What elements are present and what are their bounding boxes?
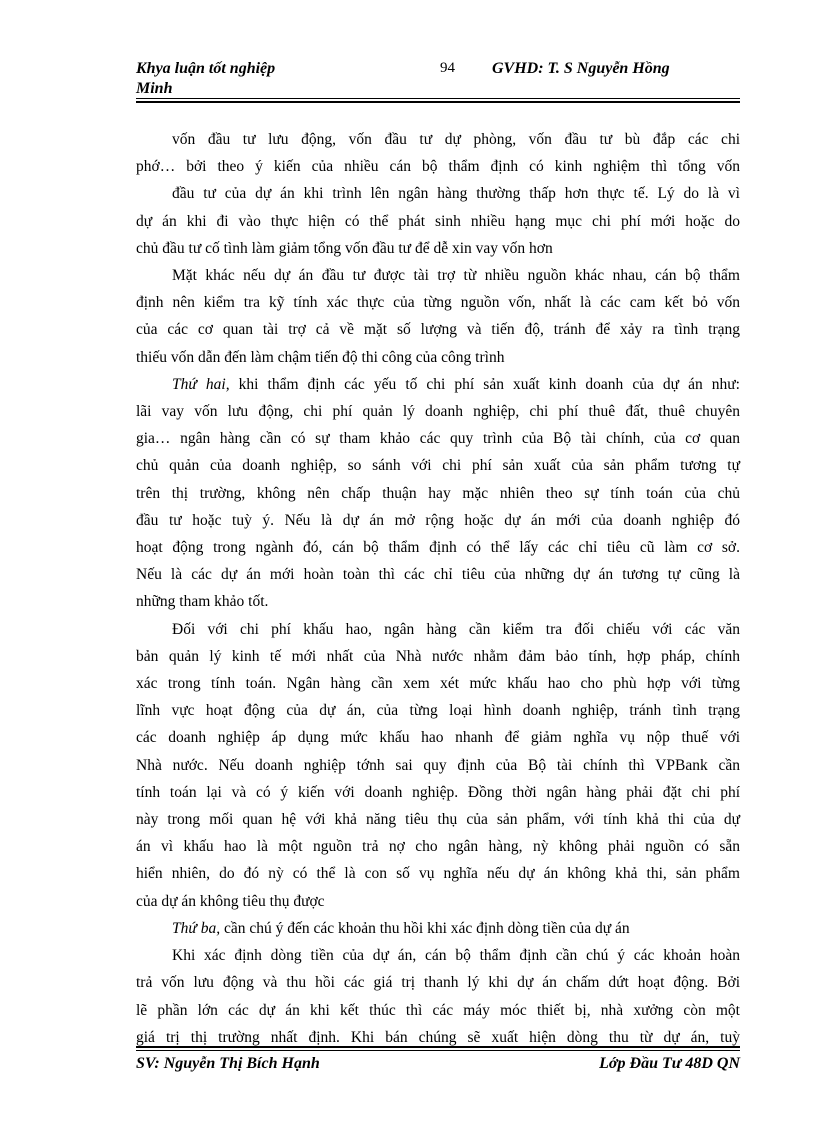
text-line: gia… ngân hàng cần có sự tham khảo các quy trình của Bộ tài chính, của cơ quan xyxy=(136,430,740,448)
page-number: 94 xyxy=(440,60,455,76)
text-line: lẽ phần lớn các dự án khi kết thúc thì các máy móc thiết bị, nhà xưởng còn một xyxy=(136,1001,740,1019)
text-line: án vì khấu hao là một nguồn trả nợ cho ngân hàng, nỳ không phải nguồn có sẵn xyxy=(136,838,740,856)
text-line: vốn đầu tư lưu động, vốn đầu tư dự phòng, vốn đầu tư bù đắp các chi xyxy=(172,131,740,148)
text-line: những tham khảo tốt. xyxy=(136,593,269,611)
text-line: giá trị thị trường nhất định. Khi bán chúng sẽ xuất hiện dòng thu từ dự án, tuỳ xyxy=(136,1028,740,1046)
text-line: hoạt động trong ngành đó, cán bộ thẩm định có thể lấy các chỉ tiêu cũ làm cơ sở. xyxy=(136,539,740,557)
text-line: của dự án không tiêu thụ được xyxy=(136,892,325,910)
body-text xyxy=(136,126,740,1051)
text-line: các doanh nghiệp áp dụng mức khấu hao nhanh để giảm nghĩa vụ nộp thuế với xyxy=(136,729,740,747)
footer-rule-thick xyxy=(136,1046,740,1048)
page-header xyxy=(136,58,740,100)
text-line: Đối với chi phí khấu hao, ngân hàng cần kiểm tra đối chiếu với các văn xyxy=(172,620,740,638)
text-line: của các cơ quan tài trợ cả về mặt số lượng và tiến độ, tránh để xảy ra tình trạng xyxy=(136,321,740,339)
lead-second: Thứ hai, xyxy=(172,375,230,393)
text-line: dự án khi đi vào thực hiện có thể phát sinh nhiều hạng mục chi phí mới hoặc do xyxy=(136,212,740,230)
text-line: phớ… bởi theo ý kiến của nhiều cán bộ thẩm định có kinh nghiệm thì tổng vốn xyxy=(136,158,740,176)
text-line: Nhà nước. Nếu doanh nghiệp tớnh sai quy định của Bộ tài chính thì VPBank cần xyxy=(136,756,740,774)
thesis-title-wrap: Minh xyxy=(136,80,173,97)
text-line: bản quản lý kinh tế mới nhất của Nhà nước nhằm đảm bảo tính, hợp pháp, chính xyxy=(136,647,740,665)
text-line: lãi vay vốn lưu động, chi phí quản lý doanh nghiệp, chi phí thuê đất, thuê chuyên xyxy=(136,403,740,421)
text-line: lĩnh vực hoạt động của dự án, của từng loại hình doanh nghiệp, tránh tình trạng xyxy=(136,702,740,720)
text-line: trả vốn lưu động và thu hồi các giá trị thanh lý khi dự án chấm dứt hoạt động. Bởi xyxy=(136,974,740,992)
text-line: thiếu vốn dẫn đến làm chậm tiến độ thi công của công trình xyxy=(136,348,505,366)
text-line xyxy=(136,371,740,398)
text-line: đầu tư của dự án khi trình lên ngân hàng thường thấp hơn thực tế. Lý do là vì xyxy=(172,185,740,203)
text-line: Mặt khác nếu dự án đầu tư được tài trợ từ nhiều nguồn khác nhau, cán bộ thẩm xyxy=(172,267,740,285)
header-rule-thin xyxy=(136,98,740,99)
page-footer xyxy=(136,1052,740,1076)
text-line-rest: khi thẩm định các yếu tố chi phí sản xuất kinh doanh của dự án như: xyxy=(238,375,740,393)
thesis-title: Khya luận tốt nghiệp xyxy=(136,60,276,77)
text-line: xác trong tính toán. Ngân hàng cần xem xét mức khấu hao cho phù hợp với từng xyxy=(136,675,740,693)
student-name: SV: Nguyễn Thị Bích Hạnh xyxy=(136,1055,320,1072)
text-line: đầu tư hoặc tuỳ ý. Nếu là dự án mở rộng hoặc dự án mới của doanh nghiệp đó xyxy=(136,511,740,529)
text-line: trên thị trường, không nên chấp thuận hay mặc nhiên theo sự tính toán của chủ xyxy=(136,484,740,502)
header-rule-thick xyxy=(136,101,740,103)
text-line xyxy=(136,915,740,942)
text-line: định nên kiểm tra kỹ tính xác thực của từng nguồn vốn, nhất là các cam kết bỏ vốn xyxy=(136,294,740,312)
supervisor: GVHD: T. S Nguyễn Hồng xyxy=(492,60,670,77)
text-line: Khi xác định dòng tiền của dự án, cán bộ thẩm định cần chú ý các khoản hoàn xyxy=(172,947,740,965)
class-name: Lớp Đầu Tư 48D QN xyxy=(599,1055,740,1072)
text-line: Nếu là các dự án mới hoàn toàn thì các chỉ tiêu của những dự án tương tự cũng là xyxy=(136,566,740,584)
text-line: chủ quản của doanh nghiệp, so sánh với chi phí sản xuất của sản phẩm tương tự xyxy=(136,457,740,475)
text-line-rest: cần chú ý đến các khoản thu hồi khi xác định dòng tiền của dự án xyxy=(223,919,630,937)
lead-third: Thứ ba, xyxy=(172,919,221,937)
text-line: này trong mối quan hệ với khả năng tiêu thụ của sản phẩm, với tính khả thi của dự xyxy=(136,811,740,829)
text-line: tính toán lại và có ý kiến với doanh nghiệp. Đồng thời ngân hàng phải đặt chi phí xyxy=(136,783,740,801)
text-line: hiển nhiên, do đó nỳ có thể là con số vụ nghĩa nếu dự án không khả thi, sản phẩm xyxy=(136,865,740,883)
text-line: chủ đầu tư cố tình làm giảm tổng vốn đầu tư để dễ xin vay vốn hơn xyxy=(136,239,553,257)
footer-rule-thin xyxy=(136,1050,740,1051)
